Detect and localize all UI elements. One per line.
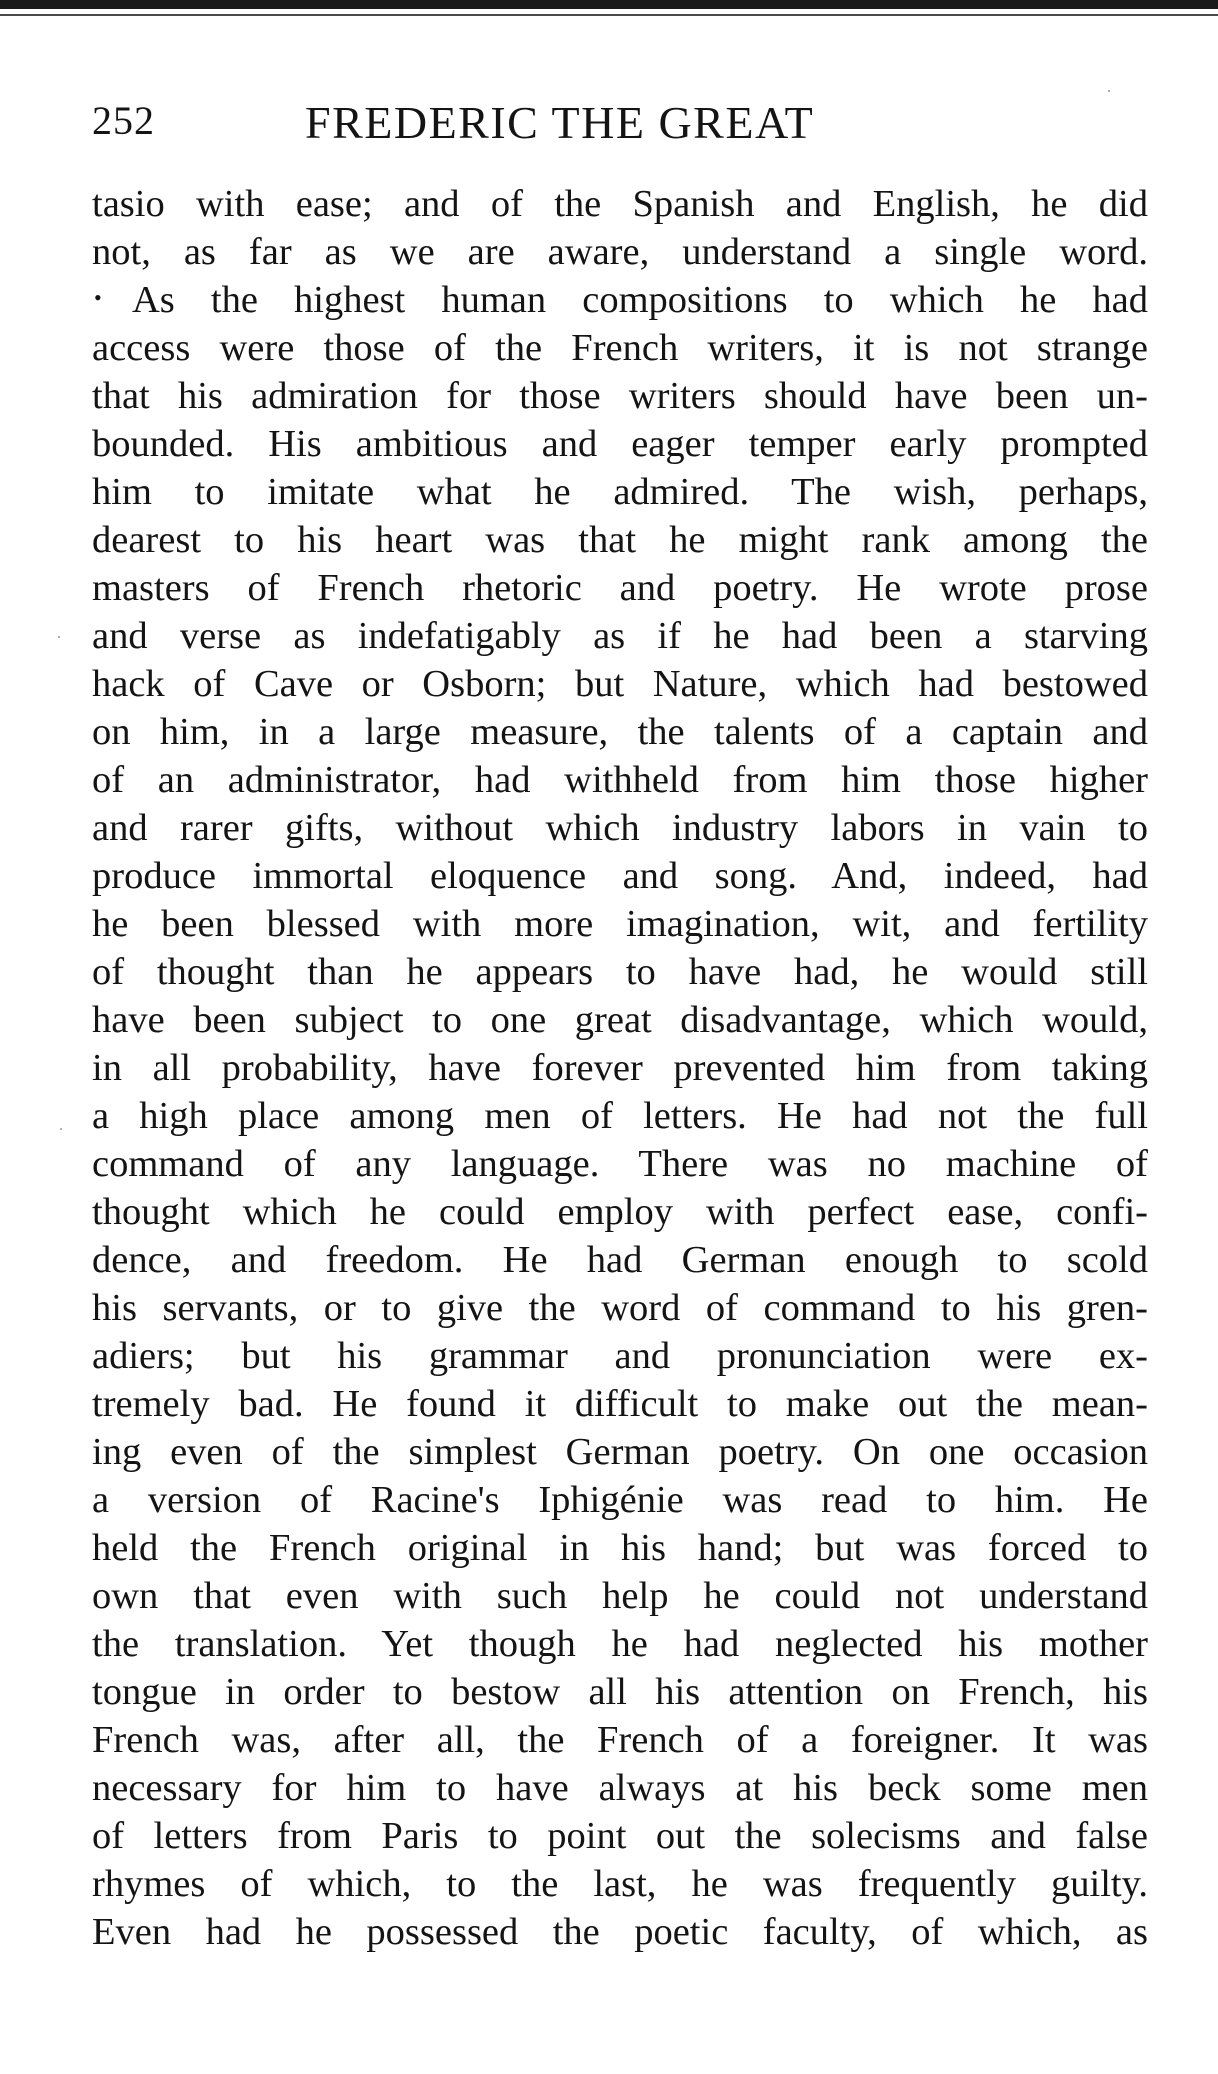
text-line: have been subject to one great disadvantage, which would, — [92, 999, 1148, 1041]
text-line: adiers; but his grammar and pronunciation were ex- — [92, 1335, 1148, 1377]
text-line: that his admiration for those writers should have been un- — [92, 375, 1148, 417]
text-line: access were those of the French writers, it is not strange — [92, 327, 1148, 369]
paragraph-start-line: As the highest human compositions to which he had — [132, 279, 1148, 321]
text-line: a version of Racine's Iphigénie was read to him. He — [92, 1479, 1148, 1521]
text-line: and rarer gifts, without which industry labors in vain to — [92, 807, 1148, 849]
text-line: his servants, or to give the word of command to his gren- — [92, 1287, 1148, 1329]
paper-speck — [58, 636, 60, 638]
text-line: hack of Cave or Osborn; but Nature, which had bestowed — [92, 663, 1148, 705]
text-line: the translation. Yet though he had neglected his mother — [92, 1623, 1148, 1665]
text-line: dence, and freedom. He had German enough to scold — [92, 1239, 1148, 1281]
text-line: not, as far as we are aware, understand a single word. — [92, 231, 1148, 273]
text-line: held the French original in his hand; but was forced to — [92, 1527, 1148, 1569]
paragraph-marker-icon: • — [94, 285, 102, 310]
text-line: necessary for him to have always at his beck some men — [92, 1767, 1148, 1809]
top-border-rule — [0, 0, 1218, 9]
paper-speck — [60, 1128, 62, 1130]
text-line: he been blessed with more imagination, wit, and fertility — [92, 903, 1148, 945]
text-line: on him, in a large measure, the talents of a captain and — [92, 711, 1148, 753]
text-line: thought which he could employ with perfect ease, confi- — [92, 1191, 1148, 1233]
text-line: of an administrator, had withheld from him those higher — [92, 759, 1148, 801]
text-line: produce immortal eloquence and song. And, indeed, had — [92, 855, 1148, 897]
text-line: own that even with such help he could not understand — [92, 1575, 1148, 1617]
text-line: command of any language. There was no machine of — [92, 1143, 1148, 1185]
text-line: rhymes of which, to the last, he was frequently guilty. — [92, 1863, 1148, 1905]
page-number: 252 — [92, 98, 155, 143]
text-line: masters of French rhetoric and poetry. He wrote prose — [92, 567, 1148, 609]
text-line: dearest to his heart was that he might rank among the — [92, 519, 1148, 561]
body-text — [92, 180, 1148, 1956]
text-line: bounded. His ambitious and eager temper early prompted — [92, 423, 1148, 465]
text-line: tasio with ease; and of the Spanish and English, he did — [92, 183, 1148, 225]
text-line: in all probability, have forever prevented him from taking — [92, 1047, 1148, 1089]
text-line: ing even of the simplest German poetry. On one occasion — [92, 1431, 1148, 1473]
text-line: tongue in order to bestow all his attention on French, his — [92, 1671, 1148, 1713]
text-line: of thought than he appears to have had, he would still — [92, 951, 1148, 993]
top-border-thin-rule — [0, 14, 1218, 16]
text-line: of letters from Paris to point out the solecisms and false — [92, 1815, 1148, 1857]
paper-speck — [1108, 90, 1110, 92]
text-line: him to imitate what he admired. The wish, perhaps, — [92, 471, 1148, 513]
text-line: French was, after all, the French of a foreigner. It was — [92, 1719, 1148, 1761]
text-line: a high place among men of letters. He had not the full — [92, 1095, 1148, 1137]
text-line: tremely bad. He found it difficult to make out the mean- — [92, 1383, 1148, 1425]
text-line: Even had he possessed the poetic faculty, of which, as — [92, 1911, 1148, 1953]
running-title: FREDERIC THE GREAT — [305, 97, 815, 148]
text-line: and verse as indefatigably as if he had been a starving — [92, 615, 1148, 657]
